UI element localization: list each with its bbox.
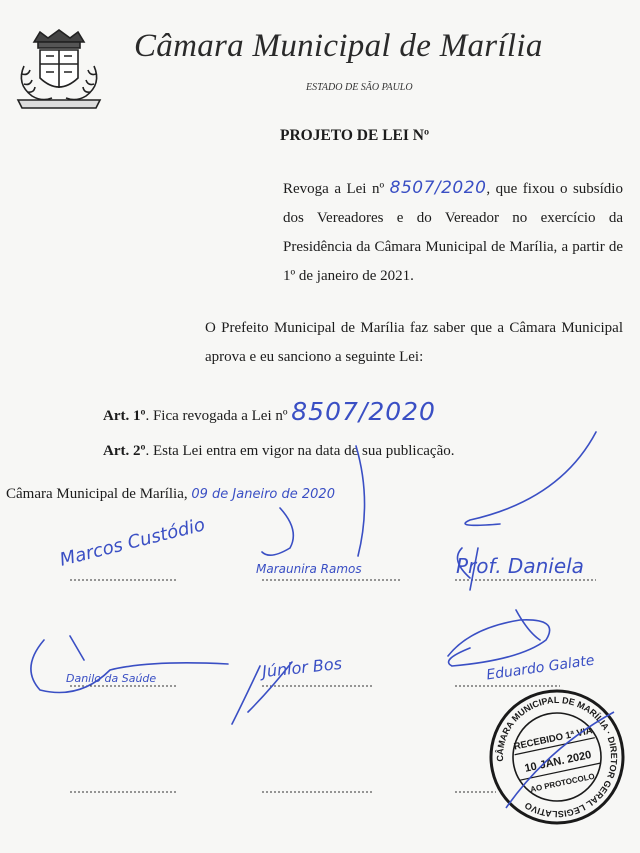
municipal-coat-of-arms [12, 26, 106, 112]
signature-flourish [465, 432, 596, 525]
state-subtitle: ESTADO DE SÃO PAULO [306, 82, 413, 93]
summary-before: Revoga a Lei nº [283, 181, 390, 197]
article-2 [103, 443, 454, 460]
signature-flourish [262, 508, 293, 555]
article-1-label: Art. 1º [103, 408, 146, 424]
stamp-date: 10 JAN. 2020 [523, 748, 593, 775]
receipt-stamp [488, 688, 626, 826]
stamp-protocol: AO PROTOCOLO [529, 771, 596, 795]
signature-6: Eduardo Galate [485, 652, 596, 684]
stamp-ring-text: CÂMARA MUNICIPAL DE MARÍLIA · DIRETOR GERAL LEGISLATIVO [494, 694, 620, 820]
signature-3: Prof. Daniela [456, 554, 584, 578]
signature-1: Marcos Custódio [57, 514, 208, 571]
summary-after: , que fixou o subsídio dos Vereadores e do Vereador no exercício da Presidência da Câmara Municipal de Marília, a partir de 1º de janeiro de 2021. [283, 181, 623, 284]
stamp-received: RECEBIDO 1ª VIA [512, 725, 594, 753]
signature-flourish [516, 610, 540, 640]
signature-2: Maraunira Ramos [256, 562, 362, 576]
signature-flourish [448, 620, 550, 666]
signature-4: Danilo da Saúde [66, 672, 157, 685]
bill-title: PROJETO DE LEI Nº [280, 127, 430, 144]
bill-summary [283, 174, 623, 291]
article-1-text: . Fica revogada a Lei nº [145, 408, 292, 424]
closing-place: Câmara Municipal de Marília, [6, 486, 188, 502]
closing-date-handwritten: 09 de Janeiro de 2020 [191, 487, 335, 502]
institution-title: Câmara Municipal de Marília [134, 28, 543, 64]
summary-law-number: 8507/2020 [389, 178, 487, 198]
article-2-text: . Esta Lei entra em vigor na data de sua publicação. [145, 443, 455, 459]
signature-5: Júnior Bos [261, 653, 343, 682]
enactment-clause: O Prefeito Municipal de Marília faz saber que a Câmara Municipal aprova e eu sanciono a seguinte Lei: [205, 320, 623, 365]
article-1 [103, 397, 436, 426]
article-2-label: Art. 2º [103, 443, 146, 459]
closing-place-date [6, 486, 335, 503]
article-1-law-number: 8507/2020 [291, 397, 436, 426]
signature-flourish [356, 446, 365, 556]
